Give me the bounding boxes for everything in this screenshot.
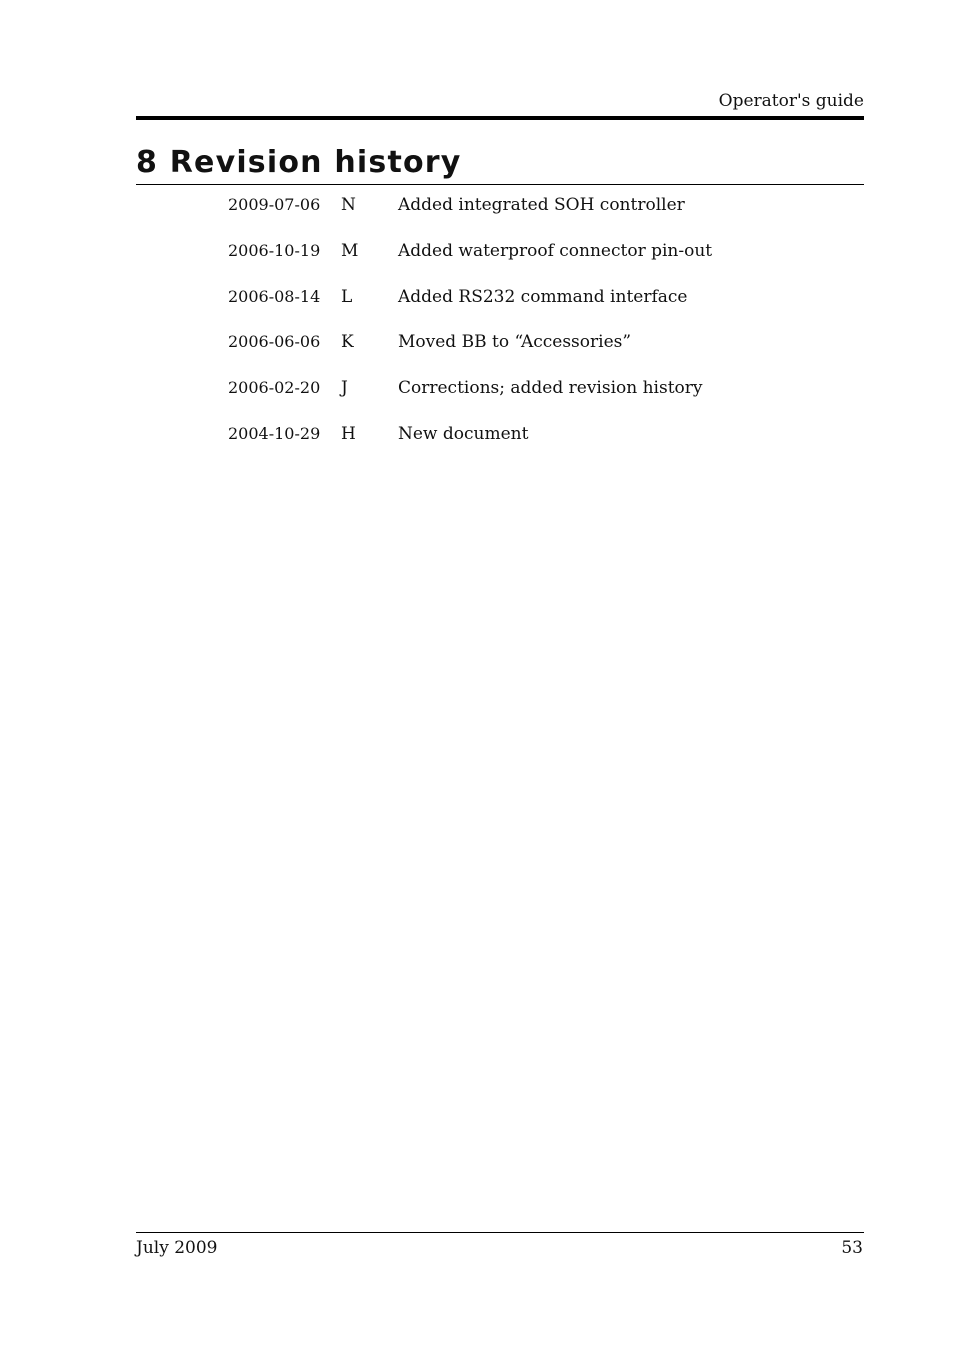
- revision-description: Added waterproof connector pin-out: [398, 240, 713, 261]
- revision-date: 2006-02-20: [228, 378, 321, 398]
- revision-code: L: [341, 286, 353, 307]
- revision-row: [228, 377, 712, 423]
- revision-row: [228, 286, 712, 332]
- header-rule: [136, 116, 864, 120]
- revision-date: 2006-08-14: [228, 286, 321, 306]
- revision-description: Corrections; added revision history: [398, 378, 703, 399]
- revision-description: Added RS232 command interface: [398, 286, 688, 307]
- revision-row: [228, 423, 712, 469]
- chapter-title: 8 Revision history: [136, 145, 462, 180]
- page-number: 53: [841, 1238, 863, 1258]
- title-rule: [136, 184, 864, 185]
- revision-list: [228, 194, 712, 469]
- revision-row: [228, 331, 712, 377]
- revision-description: New document: [398, 423, 529, 444]
- revision-date: 2006-10-19: [228, 240, 321, 260]
- footer-rule: [136, 1232, 864, 1233]
- revision-code: H: [341, 423, 356, 444]
- revision-code: N: [341, 195, 356, 215]
- revision-description: Moved BB to “Accessories”: [398, 332, 632, 353]
- revision-date: 2009-07-06: [228, 195, 321, 214]
- footer-date: July 2009: [136, 1238, 218, 1258]
- revision-date: 2004-10-29: [228, 423, 321, 443]
- revision-description: Added integrated SOH controller: [398, 195, 685, 215]
- revision-code: M: [341, 240, 359, 261]
- revision-code: J: [341, 378, 348, 399]
- revision-date: 2006-06-06: [228, 332, 321, 352]
- revision-row: [228, 240, 712, 286]
- running-header: Operator's guide: [718, 91, 864, 111]
- revision-row: [228, 194, 712, 240]
- revision-code: K: [341, 332, 354, 353]
